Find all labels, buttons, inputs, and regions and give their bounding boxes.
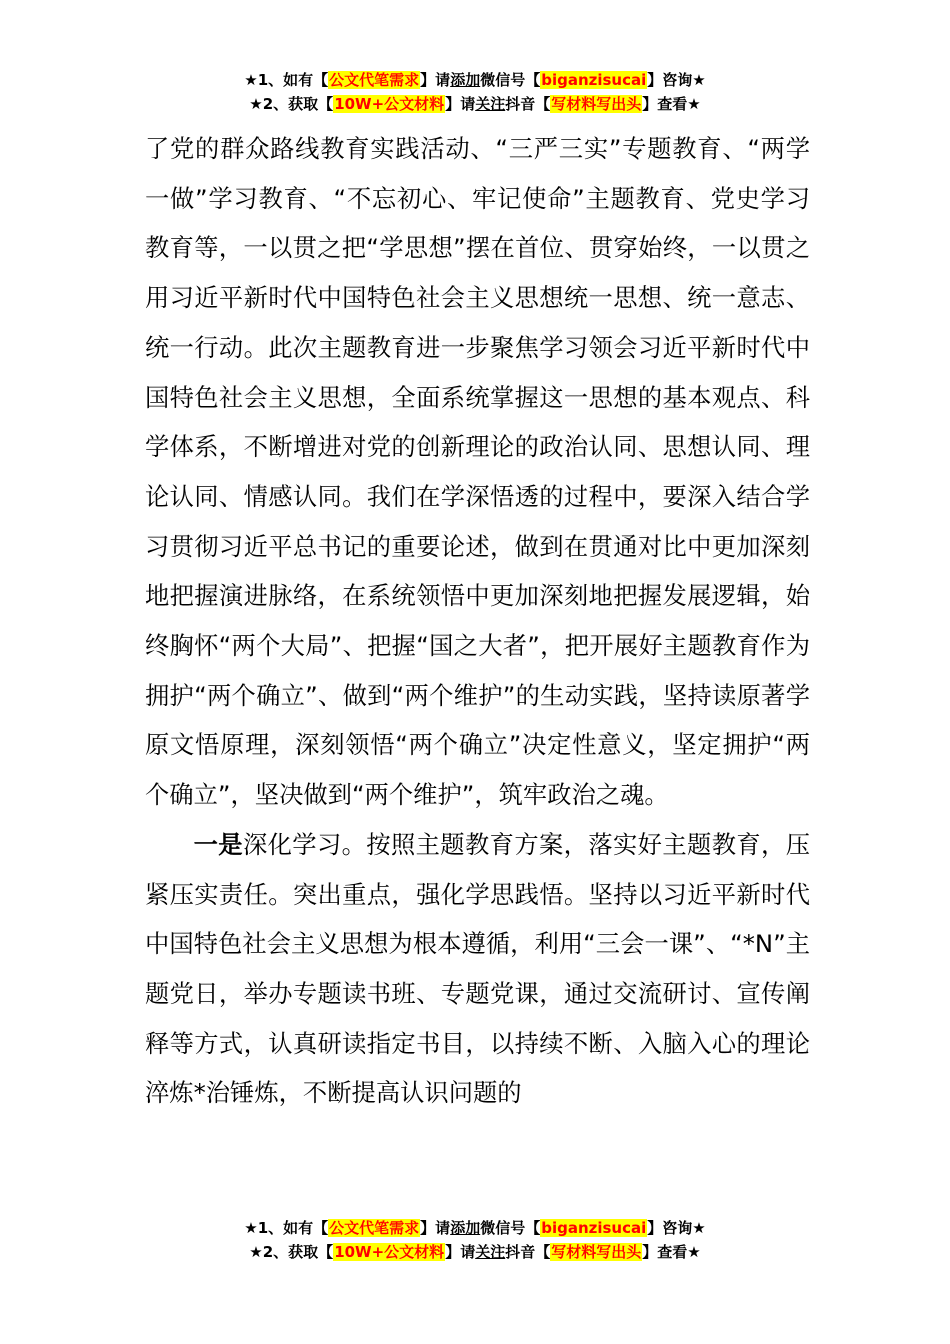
banner-highlight-materials: 10W+公文材料 <box>334 95 445 113</box>
banner-highlight-douyin-id: 写材料写出头 <box>551 95 642 113</box>
banner-line-1-prefix: ★1、如有【 <box>244 71 329 89</box>
footer-underlined-follow: 关注 <box>475 1243 506 1261</box>
paragraph-deepen-study <box>145 820 810 1118</box>
footer-banner-line-2 <box>0 1240 950 1264</box>
footer-line-1-middle-b: 微信号【 <box>480 1219 541 1237</box>
banner-line-1-middle-b: 微信号【 <box>480 71 541 89</box>
document-body <box>145 124 810 1118</box>
footer-line-2-suffix: 】查看★ <box>642 1243 701 1261</box>
banner-line-2-middle-b: 抖音【 <box>505 95 551 113</box>
footer-banner-line-1 <box>0 1216 950 1240</box>
banner-line-2-prefix: ★2、获取【 <box>249 95 334 113</box>
header-banner <box>0 68 950 116</box>
footer-highlight-service: 公文代笔需求 <box>329 1219 420 1237</box>
footer-line-2-middle-b: 抖音【 <box>505 1243 551 1261</box>
footer-line-1-middle-a: 】请 <box>420 1219 451 1237</box>
footer-banner <box>0 1216 950 1264</box>
paragraph-deepen-study-text: 深化学习。按照主题教育方案，落实好主题教育，压紧压实责任。突出重点，强化学思践悟。坚持以习近平新时代中国特色社会主义思想为根本遵循，利用“三会一课”、“*N”主题党日，举办专题读书班、专题党课，通过交流研讨、宣传阐释等方式，认真研读指定书目，以持续不断、入脑入心的理论淬炼*治锤炼，不断提高认识问题的 <box>145 829 810 1108</box>
banner-line-1-suffix: 】咨询★ <box>647 71 706 89</box>
footer-line-2-prefix: ★2、获取【 <box>249 1243 334 1261</box>
banner-line-2-suffix: 】查看★ <box>642 95 701 113</box>
footer-line-1-suffix: 】咨询★ <box>647 1219 706 1237</box>
paragraph-lead-label: 一是 <box>193 829 243 859</box>
banner-line-2-middle-a: 】请 <box>445 95 476 113</box>
footer-underlined-add: 添加 <box>450 1219 481 1237</box>
banner-line-1 <box>0 68 950 92</box>
paragraph-continuation: 了党的群众路线教育实践活动、“三严三实”专题教育、“两学一做”学习教育、“不忘初心、牢记使命”主题教育、党史学习教育等，一以贯之把“学思想”摆在首位、贯穿始终，一以贯之用习近平新时代中国特色社会主义思想统一思想、统一意志、统一行动。此次主题教育进一步聚焦学习领会习近平新时代中国特色社会主义思想，全面系统掌握这一思想的基本观点、科学体系，不断增进对党的创新理论的政治认同、思想认同、理论认同、情感认同。我们在学深悟透的过程中，要深入结合学习贯彻习近平总书记的重要论述，做到在贯通对比中更加深刻地把握演进脉络，在系统领悟中更加深刻地把握发展逻辑，始终胸怀“两个大局”、把握“国之大者”，把开展好主题教育作为拥护“两个确立”、做到“两个维护”的生动实践，坚持读原著学原文悟原理，深刻领悟“两个确立”决定性意义，坚定拥护“两个确立”，坚决做到“两个维护”，筑牢政治之魂。 <box>145 134 810 810</box>
footer-highlight-wechat-id: biganzisucai <box>541 1219 647 1237</box>
banner-line-2 <box>0 92 950 116</box>
banner-underlined-add: 添加 <box>450 71 481 89</box>
banner-highlight-wechat-id: biganzisucai <box>541 71 647 89</box>
footer-highlight-douyin-id: 写材料写出头 <box>551 1243 642 1261</box>
footer-highlight-materials: 10W+公文材料 <box>334 1243 445 1261</box>
banner-underlined-follow: 关注 <box>475 95 506 113</box>
banner-highlight-service: 公文代笔需求 <box>329 71 420 89</box>
footer-line-1-prefix: ★1、如有【 <box>244 1219 329 1237</box>
banner-line-1-middle-a: 】请 <box>420 71 451 89</box>
footer-line-2-middle-a: 】请 <box>445 1243 476 1261</box>
